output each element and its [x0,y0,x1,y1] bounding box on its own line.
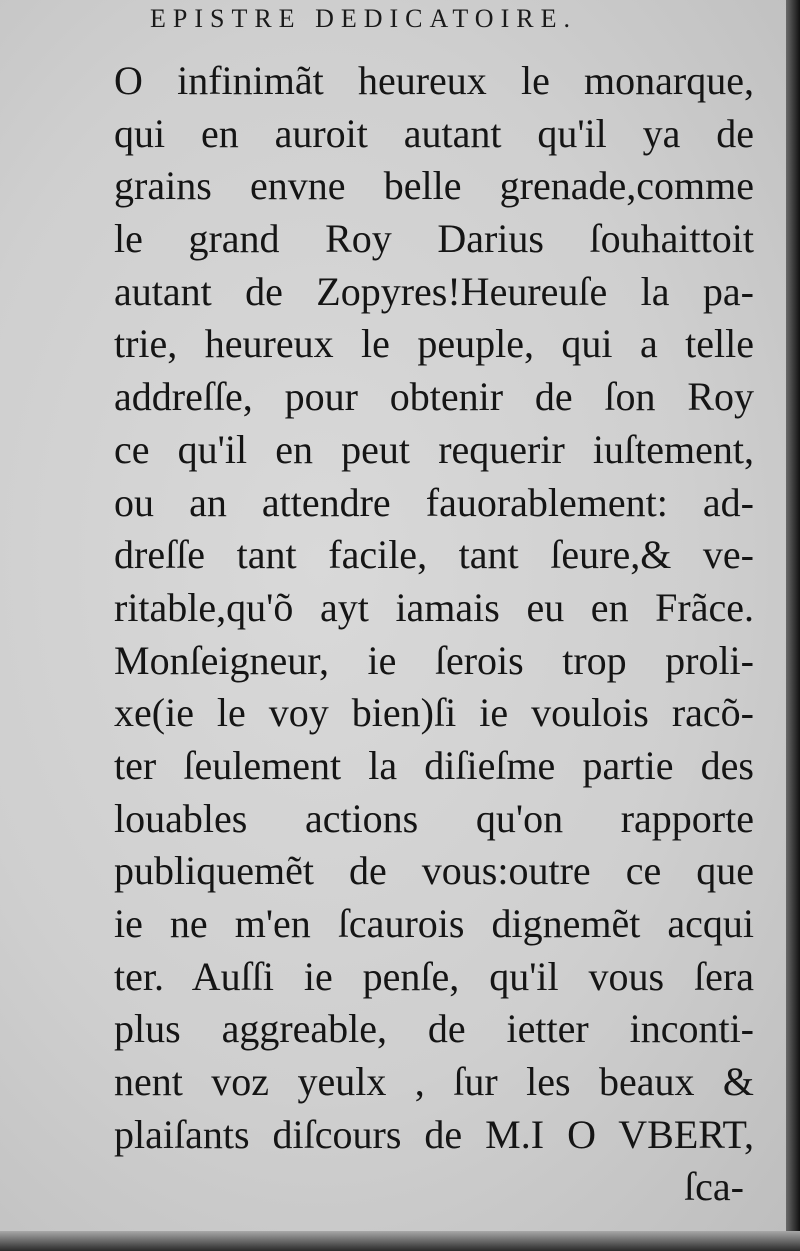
text-line: trie, heureux le peuple, qui a telle [114,321,754,367]
text-line: ou an attendre fauorablement: ad- [114,479,754,525]
text-line: ritable,qu'õ ayt iamais eu en Frãce. [114,584,754,630]
running-head: EPISTRE DEDICATOIRE. [150,4,577,33]
page-bottom-shadow [0,1231,800,1251]
text-line: grains envne belle grenade,comme [114,163,754,209]
body-text [114,55,754,1214]
text-line: addreſſe, pour obtenir de ſon Roy [114,374,754,420]
text-line: ce qu'il en peut requerir iuſtement, [114,426,754,472]
text-line: nent voz yeulx , ſur les beaux & [114,1059,754,1105]
text-line: xe(ie le voy bien)ſi ie voulois racõ- [114,690,754,736]
text-line: O infinimãt heureux le monarque, [114,58,754,103]
text-line: ter. Auſſi ie penſe, qu'il vous ſera [114,953,754,999]
text-line: ie ne m'en ſcaurois dignemẽt acqui [114,901,754,946]
text-line: dreſſe tant facile, tant ſeure,& ve- [114,532,754,578]
catchword: ſca- [684,1164,744,1210]
text-line: publiquemẽt de vous:outre ce que [114,848,754,894]
text-line: le grand Roy Darius ſouhaittoit [114,216,754,262]
text-line: qui en auroit autant qu'il ya de [114,110,754,156]
text-line: Monſeigneur, ie ſerois trop proli- [114,637,754,683]
text-line: louables actions qu'on rapporte [114,795,754,841]
page-edge-shadow [786,0,800,1251]
text-line: autant de Zopyres!Heureuſe la pa- [114,268,754,314]
text-line: ter ſeulement la diſieſme partie des [114,742,754,788]
text-line: plaiſants diſcours de M.I O VBERT, [114,1111,754,1157]
text-line: plus aggreable, de ietter inconti- [114,1006,754,1052]
